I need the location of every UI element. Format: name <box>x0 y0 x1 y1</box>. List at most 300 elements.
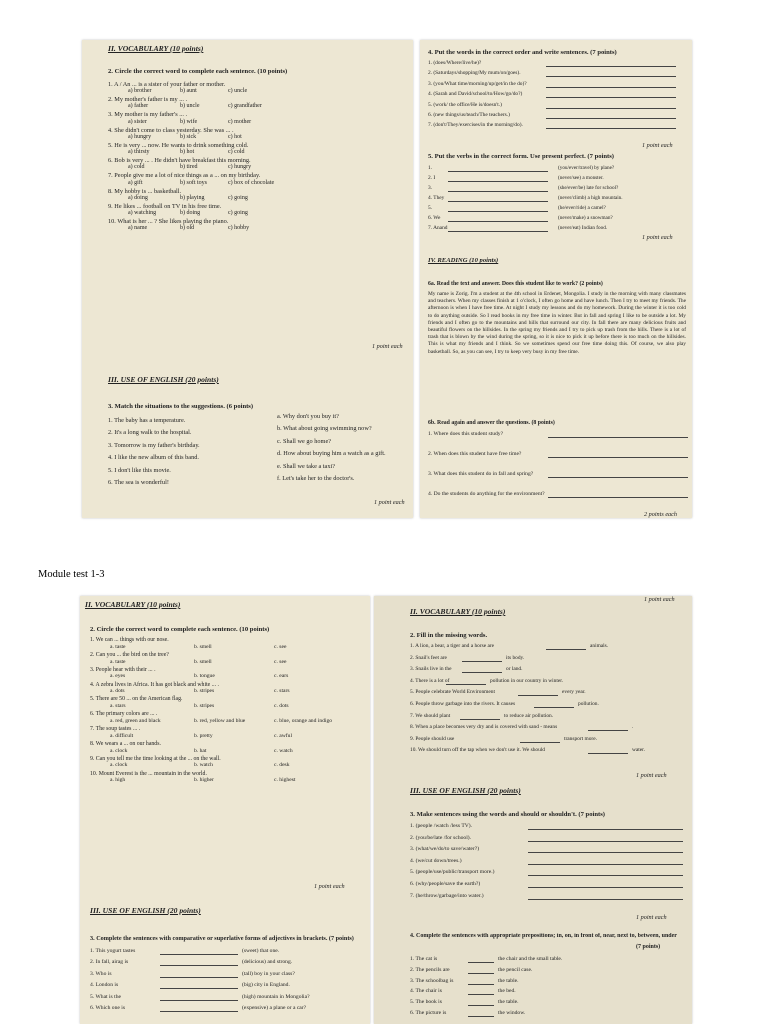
point-each-label: 1 point each <box>314 883 345 890</box>
sentence-start: 3. The schoolbag is <box>410 977 454 984</box>
answer-line <box>528 864 683 865</box>
answer-options <box>90 673 368 681</box>
task-4-item <box>410 956 690 967</box>
task-5-item <box>428 195 690 205</box>
option-c: c) uncle <box>228 88 248 95</box>
option-c: c. dots <box>274 703 289 710</box>
task-3-item <box>410 869 690 881</box>
option-b: b. tongue <box>194 673 215 680</box>
option-a: a. high <box>110 777 126 784</box>
option-c: c) going <box>228 194 248 201</box>
sentence-start: 5. What is the <box>90 993 121 1000</box>
question-text: 6. The primary colors are ... . <box>90 711 158 718</box>
option-c: c) cold <box>228 149 245 156</box>
answer-options <box>108 88 408 96</box>
task-4-item <box>410 999 690 1010</box>
task-5-verb: (he/ever/ride) a camel? <box>558 205 606 211</box>
sentence-end: its body. <box>506 654 525 661</box>
option-a: a. clock <box>110 762 128 769</box>
answer-options <box>108 134 408 142</box>
answer-line <box>448 201 548 202</box>
question-text: 8. My hobby is ... basketball. <box>108 187 182 195</box>
task-4-words: 3. (you/What time/morning/up/get/in the do)? <box>428 80 527 87</box>
task-4-item <box>428 91 690 101</box>
point-each-label: 1 point each <box>636 914 667 921</box>
answer-line <box>546 66 676 67</box>
sentence-start: 3. Who is <box>90 970 112 977</box>
option-a: a. clock <box>110 747 128 754</box>
sentence-start: 5. The book is <box>410 999 442 1006</box>
task-4-item <box>410 1010 690 1021</box>
task-5-verb: (never/climb) a high mountain. <box>558 195 623 201</box>
option-c: c) hot <box>228 133 242 140</box>
sentence-end: the table. <box>498 999 519 1006</box>
task-2-item <box>410 747 690 759</box>
situation-item: 1. The baby has a temperature. <box>108 417 186 424</box>
answer-line <box>546 76 676 77</box>
answer-line <box>546 87 676 88</box>
question-text: 6. Bob is very ... . He didn't have breakfast this morning. <box>108 157 251 165</box>
words-prompt: 4. (we/cut down/trees.) <box>410 857 462 864</box>
option-b: b. red, yellow and blue <box>194 717 246 724</box>
task-4-list <box>410 956 690 1021</box>
page-bottom-left <box>80 596 370 1024</box>
task-2-instruction: 2. Circle the correct word to complete each sentence. (10 points) <box>90 626 270 633</box>
answer-line <box>534 707 574 708</box>
option-b: b) playing <box>180 194 205 201</box>
section-heading-vocabulary: II. VOCABULARY (10 points) <box>85 600 181 609</box>
sentence-start: 7. We should plant <box>410 712 451 719</box>
answer-options <box>90 688 368 696</box>
question-text: 2. My mother's father is my ... . <box>108 96 188 104</box>
question-text: 4. Do the students do anything for the environment? <box>428 491 545 497</box>
sentence-end: transport more. <box>564 735 597 742</box>
answer-line <box>548 497 688 498</box>
task-5-instruction: 5. Put the verbs in the correct form. Use present perfect. (7 points) <box>428 153 614 160</box>
answer-line <box>468 973 494 974</box>
option-b: b. hat <box>194 747 207 754</box>
task-6a-instruction: 6a. Read the text and answer. Does this student like to work? (2 points) <box>428 281 603 287</box>
point-each-label: 1 point each <box>374 499 405 506</box>
option-a: a. taste <box>110 658 126 665</box>
point-each-label: 1 point each <box>372 343 403 350</box>
option-c: c) hungry <box>228 164 252 171</box>
section-heading-reading: IV. READING (10 points) <box>428 257 499 264</box>
answer-line <box>160 965 238 966</box>
answer-options <box>108 210 408 218</box>
suggestion-item: b. What about going swimming now? <box>277 425 372 433</box>
task-5-subject: 1. <box>428 165 433 171</box>
option-b: b) aunt <box>180 88 197 95</box>
task-5-item <box>428 165 690 175</box>
sentence-start: 2. The pencils are <box>410 966 450 973</box>
suggestion-item: f. Let's take her to the doctor's. <box>277 474 355 482</box>
option-c: c) box of chocolate <box>228 179 275 186</box>
situations-list <box>108 417 268 491</box>
answer-line <box>546 108 676 109</box>
situation-item: 2. It's a long walk to the hospital. <box>108 429 192 437</box>
answer-options <box>108 225 408 233</box>
sentence-start: 4. There is a lot of <box>410 677 450 684</box>
page-top-left <box>82 40 413 518</box>
option-b: b. watch <box>194 762 213 769</box>
question-text: 5. He is very ... now. He wants to drink something cold. <box>108 141 249 149</box>
option-a: a. dots <box>110 688 125 695</box>
question-text: 7. People give me a lot of nice things as a ... on my birthday. <box>108 172 261 180</box>
option-c: c. desk <box>274 762 290 769</box>
question-text: 4. She didn't come to class yesterday. She was ... . <box>108 126 234 134</box>
task-3-item <box>410 858 690 870</box>
answer-line <box>462 672 502 673</box>
task-3-item <box>410 835 690 847</box>
task-4-item <box>410 967 690 978</box>
answer-line <box>528 887 683 888</box>
option-b: b. smell <box>194 643 212 650</box>
answer-options <box>90 748 368 756</box>
answer-line <box>468 962 494 963</box>
sentence-start: 1. A lion, a bear, a tiger and a horse are <box>410 643 495 649</box>
option-c: c. awful <box>274 732 293 739</box>
task-4-words: 1. (does/Where/live/he)? <box>428 60 482 66</box>
sentence-start: 4. The chair is <box>410 988 442 995</box>
sentence-start: 1. The cat is <box>410 956 438 962</box>
answer-options <box>90 659 368 667</box>
answer-line <box>468 1016 494 1017</box>
page-top-right <box>420 40 692 518</box>
task-4-words: 7. (don't/They/exercises/in the morning/do). <box>428 122 523 129</box>
sentence-end: . <box>632 724 634 731</box>
option-c: c. blue, orange and indigo <box>274 717 333 724</box>
answer-line <box>448 171 548 172</box>
question-list <box>90 637 368 785</box>
option-a: a) thirsty <box>128 149 150 156</box>
answer-line <box>588 753 628 754</box>
question-text: 3. What does this student do in fall and spring? <box>428 471 534 477</box>
task-2-item <box>410 713 690 725</box>
task-4-instruction: 4. Complete the sentences with appropriate prepositions; in, on, in front of, near, next to, between, under <box>410 933 677 939</box>
task-4-words: 5. (work/ the office/He is/doesn't.) <box>428 101 502 108</box>
task-4-words: 4. (Sarah and David/school/to/How/go/do?) <box>428 91 523 98</box>
words-prompt: 2. (you/be/late /for school). <box>410 834 472 841</box>
answer-line <box>528 852 683 853</box>
sentence-end: every year. <box>562 689 586 696</box>
task-5-item <box>428 215 690 225</box>
sentence-start: 8. When a place becomes very dry and is covered with sand - means <box>410 724 558 731</box>
reading-passage: My name is Zorig. I'm a student at the 4th school in Erdenet, Mongolia. I study in the morning with many classmates and teachers. When my classes finish at 1 o'clock, I often go home and have lunch. Then I try to meet my friends. The afternoon is when I have free time. At night I study my lessons and do my homework. During the winter it is too cold to do anything outside. So I read books in my free time in winter. But in fall and spring I like to be outside a lot. My friends and I often go to the mountains and hills that surround our city. In fall there are many delicious fruits and beautiful flowers on the hillsides. In the spring my friends and I try to pick up trash from the hills. There is a lot of trash that is blown by the wind during the spring, so it is nice to pick it up before there is too much on the hillsides. This is what my friends and I think. So we sometimes spend our free time doing this. Of course, we also play basketball. So, as you can see, I try to keep very busy in my free time. <box>428 291 686 355</box>
sentence-start: 9. People should use <box>410 735 455 742</box>
situation-item: 4. I like the new album of this band. <box>108 454 199 462</box>
sentence-start: 2. Snail's feet are <box>410 654 447 661</box>
question-text: 7. The soup tastes ... . <box>90 726 141 733</box>
task-4-item <box>410 978 690 989</box>
task-5-verb: (never/make) a snowman? <box>558 215 613 221</box>
option-c: c) mother <box>228 118 252 125</box>
sentence-start: 6. The picture is <box>410 1009 447 1016</box>
answer-line <box>528 829 683 830</box>
option-b: b) soft toys <box>180 179 207 186</box>
sentence-end: the table. <box>498 977 519 984</box>
task-4-item <box>428 60 690 70</box>
section-heading-use-of-english: III. USE OF ENGLISH (20 points) <box>90 906 201 915</box>
answer-options <box>108 103 408 111</box>
task-5-subject: 2. I <box>428 175 436 181</box>
option-a: a) cold <box>128 164 145 171</box>
task-5-list <box>428 165 690 235</box>
task-3-item <box>410 893 690 905</box>
task-3-item <box>410 881 690 893</box>
adjective-hint: (expensive) a plane or a car? <box>242 1004 307 1011</box>
task-3-list <box>410 823 690 904</box>
question-text: 1. We can ... things with our nose. <box>90 637 169 643</box>
option-c: c. stars <box>274 688 290 695</box>
answer-options <box>108 119 408 127</box>
answer-line <box>448 191 548 192</box>
suggestion-item: c. Shall we go home? <box>277 437 332 445</box>
answer-line <box>462 661 502 662</box>
task-5-item <box>428 175 690 185</box>
task-5-verb: (she/ever/be) late for school? <box>558 185 619 191</box>
question-list <box>108 81 408 233</box>
sentence-start: 5. People celebrate World Environment <box>410 689 495 696</box>
option-a: a. stars <box>110 703 126 710</box>
words-prompt: 1. (people /watch /less TV). <box>410 823 473 829</box>
answer-line <box>546 128 676 129</box>
sentence-end: water. <box>632 747 646 754</box>
sentence-start: 6. People throw garbage into the rivers. It causes <box>410 700 516 707</box>
answer-options <box>108 164 408 172</box>
task-2-item <box>410 655 690 667</box>
sentence-end: the pencil case. <box>498 966 533 973</box>
module-title: Module test 1-3 <box>38 569 105 580</box>
sentence-end: to reduce air pollution. <box>504 712 554 719</box>
task-5-verb: (never/see) a monster. <box>558 175 604 181</box>
question-item <box>428 431 690 451</box>
option-a: a. red, green and black <box>110 717 161 724</box>
option-b: b. higher <box>194 777 214 784</box>
option-b: b) uncle <box>180 103 200 110</box>
answer-line <box>546 97 676 98</box>
adjective-hint: (tall) boy in your class? <box>242 970 295 977</box>
option-a: a) name <box>128 225 148 232</box>
answer-line <box>546 649 586 650</box>
task-6b-list <box>428 431 690 511</box>
task-4-item <box>428 112 690 122</box>
point-each-label: 1 point each <box>642 142 673 149</box>
answer-options <box>108 180 408 188</box>
task-2-item <box>410 701 690 713</box>
option-c: c. see <box>274 658 287 665</box>
situation-item: 5. I don't like this movie. <box>108 466 171 474</box>
option-a: a) brother <box>128 88 152 95</box>
task-4-list <box>428 60 690 133</box>
section-heading-use-of-english: III. USE OF ENGLISH (20 points) <box>108 375 219 384</box>
section-heading-vocabulary: II. VOCABULARY (10 points) <box>410 607 506 616</box>
suggestion-item: a. Why don't you buy it? <box>277 413 339 420</box>
question-text: 9. Can you tell me the time looking at the ... on the wall. <box>90 755 221 762</box>
task-5-item <box>428 205 690 215</box>
suggestion-item: e. Shall we take a taxi? <box>277 462 336 470</box>
sentence-end: pollution. <box>578 700 599 707</box>
answer-line <box>520 742 560 743</box>
task-5-subject: 6. We <box>428 215 441 221</box>
option-a: a) doing <box>128 194 148 201</box>
option-c: c) hobby <box>228 225 250 232</box>
task-3-item <box>410 823 690 835</box>
question-text: 4. A zebra lives in Africa. It has got black and white ... . <box>90 681 219 688</box>
answer-line <box>160 1000 238 1001</box>
adjective-hint: (sweet) that one. <box>242 948 280 954</box>
point-each-label: 1 point each <box>644 596 675 603</box>
sentence-end: the chair and the small table. <box>498 956 563 962</box>
question-item <box>428 491 690 511</box>
sentence-start: 2. In fall, airag is <box>90 959 129 966</box>
question-text: 2. When does this student have free time? <box>428 451 522 457</box>
question-text: 8. We wears a ... on our hands. <box>90 740 161 747</box>
answer-line <box>460 719 500 720</box>
adjective-hint: (delicious) and strong. <box>242 959 293 966</box>
task-2-item <box>410 666 690 678</box>
words-prompt: 7. (he/throw/garbage/into water.) <box>410 892 484 899</box>
words-prompt: 3. (what/we/do/to save/water?) <box>410 846 480 853</box>
answer-options <box>90 777 368 785</box>
option-b: b) old <box>180 225 195 232</box>
option-b: b) sick <box>180 133 197 140</box>
task-3-item <box>90 948 368 959</box>
task-5-subject: 7. Anand <box>428 225 448 231</box>
adjective-hint: (big) city in England. <box>242 982 290 989</box>
words-prompt: 6. (why/people/save the earth?) <box>410 880 481 887</box>
point-each-label: 1 point each <box>642 234 673 241</box>
task-2-item <box>410 724 690 736</box>
task-6b-instruction: 6b. Read again and answer the questions. (8 points) <box>428 420 555 426</box>
sentence-start: 4. London is <box>90 982 119 989</box>
option-c: c) grandfather <box>228 103 262 110</box>
answer-line <box>468 984 494 985</box>
option-a: a. eyes <box>110 673 126 680</box>
option-a: a) gift <box>128 179 143 186</box>
task-5-item <box>428 185 690 195</box>
situation-item: 6. The sea is wonderful! <box>108 478 169 486</box>
option-a: a) hungry <box>128 133 152 140</box>
answer-line <box>528 841 683 842</box>
task-4-item <box>428 81 690 91</box>
answer-line <box>528 899 683 900</box>
question-text: 3. My mother is my father's ... . <box>108 111 188 119</box>
page-bottom-right <box>374 596 692 1024</box>
option-c: c. highest <box>274 777 296 784</box>
question-text: 9. He likes ... football on TV in his free time. <box>108 202 222 210</box>
point-each-label: 1 point each <box>636 772 667 779</box>
answer-line <box>448 231 548 232</box>
sentence-end: or land. <box>506 666 523 673</box>
task-3-list <box>90 948 368 1016</box>
option-a: a) father <box>128 103 149 110</box>
task-3-instruction: 3. Match the situations to the suggestions. (6 points) <box>108 403 254 410</box>
task-3-instruction: 3. Complete the sentences with comparative or superlative forms of adjectives in brackets. (7 points) <box>90 935 354 942</box>
sentence-start: 3. Snails live in the <box>410 666 452 673</box>
answer-line <box>160 977 238 978</box>
answer-line <box>446 684 486 685</box>
question-item <box>428 471 690 491</box>
task-5-verb: (you/ever/travel) by plane? <box>558 165 615 171</box>
sentence-end: the window. <box>498 1009 526 1016</box>
adjective-hint: (high) mountain in Mongolia? <box>242 993 310 1000</box>
suggestions-list <box>277 413 412 487</box>
answer-line <box>448 221 548 222</box>
task-2-item <box>410 689 690 701</box>
sentence-start: 1. This yogurt tastes <box>90 948 136 954</box>
question-text: 10. What is her ... ? She likes playing the piano. <box>108 218 229 226</box>
option-a: a) sister <box>128 118 147 125</box>
answer-options <box>90 718 368 726</box>
option-a: a. taste <box>110 643 126 650</box>
task-5-subject: 3. <box>428 185 433 191</box>
task-3-item <box>90 994 368 1005</box>
task-4-words: 6. (new things/us/teach/The teachers.) <box>428 111 510 118</box>
question-text: 2. Can you ... the bird on the tree? <box>90 651 169 658</box>
answer-line <box>518 695 558 696</box>
task-4-item <box>428 122 690 132</box>
task-5-subject: 5. <box>428 205 433 211</box>
question-text: 1. A / An ... is a sister of your father or mother. <box>108 81 226 88</box>
answer-line <box>548 437 688 438</box>
task-2-item <box>410 736 690 748</box>
answer-line <box>160 954 238 955</box>
answer-line <box>160 988 238 989</box>
answer-options <box>90 733 368 741</box>
option-b: b) tired <box>180 164 198 171</box>
task-2-instruction: 2. Fill in the missing words. <box>410 632 488 639</box>
task-3-item <box>410 846 690 858</box>
option-a: a. difficult <box>110 732 134 739</box>
task-3-item <box>90 959 368 970</box>
sentence-start: 6. Which one is <box>90 1004 126 1011</box>
situation-item: 3. Tomorrow is my father's birthday. <box>108 441 200 449</box>
answer-options <box>108 195 408 203</box>
option-a: a) watching <box>128 210 157 217</box>
suggestion-item: d. How about buying him a watch as a gift. <box>277 450 386 458</box>
option-b: b. stripes <box>194 688 215 695</box>
answer-options <box>90 644 368 652</box>
task-2-instruction: 2. Circle the correct word to complete each sentence. (10 points) <box>108 68 288 75</box>
task-3-item <box>90 982 368 993</box>
section-heading-use-of-english: III. USE OF ENGLISH (20 points) <box>410 786 521 795</box>
words-prompt: 5. (people/use/public/transport more.) <box>410 869 495 876</box>
option-c: c) going <box>228 210 248 217</box>
section-heading-vocabulary: II. VOCABULARY (10 points) <box>108 44 204 53</box>
task-4-instruction: 4. Put the words in the correct order and write sentences. (7 points) <box>428 49 617 56</box>
task-4-words: 2. (Saturdays/shopping/My mum/on/goes). <box>428 70 521 77</box>
task-4-item <box>410 988 690 999</box>
option-b: b) doing <box>180 210 201 217</box>
task-4-item <box>428 70 690 80</box>
option-c: c. see <box>274 643 287 650</box>
task-4-item <box>428 102 690 112</box>
answer-options <box>90 762 368 770</box>
option-b: b. stripes <box>194 703 215 710</box>
option-c: c. watch <box>274 747 293 754</box>
answer-line <box>160 1011 238 1012</box>
task-2-item <box>410 678 690 690</box>
answer-options <box>108 149 408 157</box>
task-5-verb: (never/eat) Indian food. <box>558 225 608 231</box>
answer-line <box>528 875 683 876</box>
sentence-start: 10. We should turn off the tap when we don't use it. We should <box>410 747 546 754</box>
task-2-item <box>410 643 690 655</box>
task-3-item <box>90 1005 368 1016</box>
question-text: 5. There are 50 ... on the American flag. <box>90 696 183 703</box>
answer-line <box>548 457 688 458</box>
